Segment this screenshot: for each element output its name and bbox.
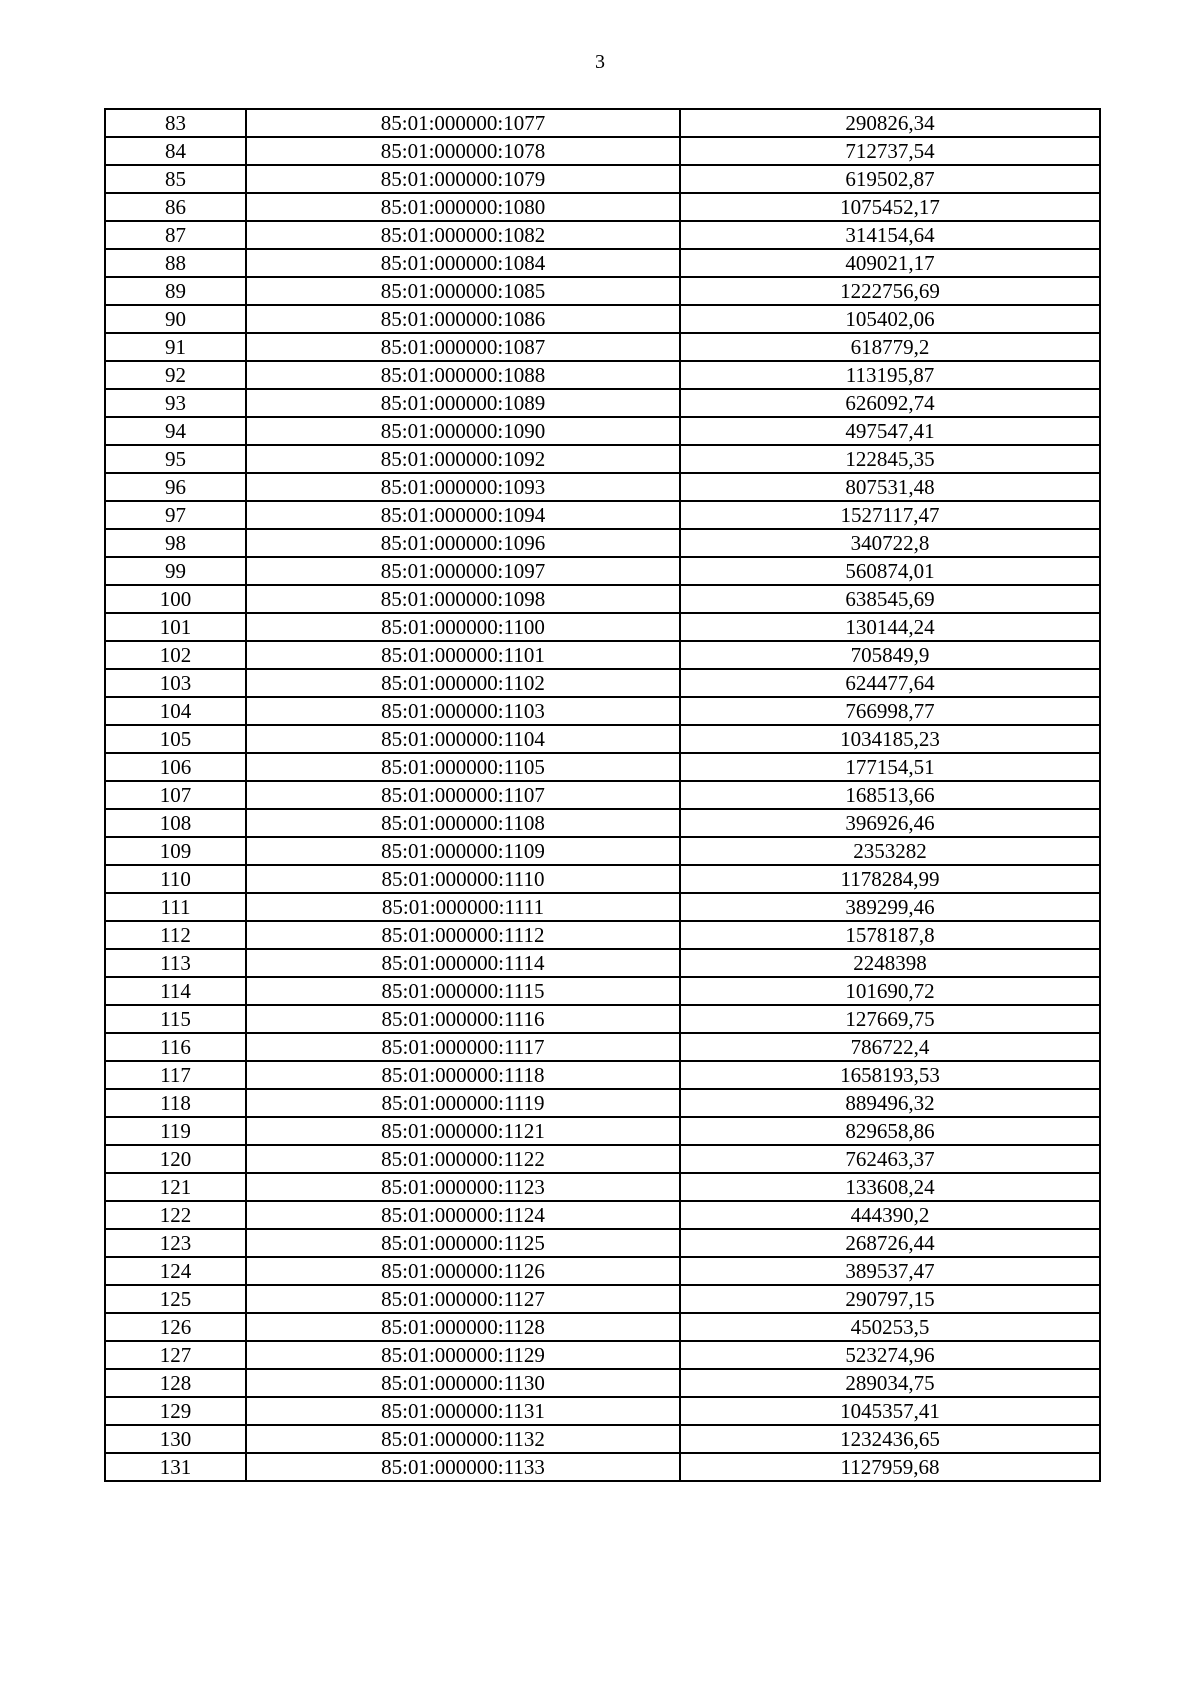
cadastral-value-cell: 268726,44 xyxy=(680,1229,1100,1257)
cadastral-number-cell: 85:01:000000:1090 xyxy=(246,417,680,445)
table-row xyxy=(105,641,1100,669)
table-row xyxy=(105,1313,1100,1341)
row-number-cell: 101 xyxy=(105,613,246,641)
row-number-cell: 129 xyxy=(105,1397,246,1425)
cadastral-number-cell: 85:01:000000:1110 xyxy=(246,865,680,893)
cadastral-value-cell: 444390,2 xyxy=(680,1201,1100,1229)
cadastral-number-cell: 85:01:000000:1111 xyxy=(246,893,680,921)
cadastral-number-cell: 85:01:000000:1121 xyxy=(246,1117,680,1145)
cadastral-value-cell: 130144,24 xyxy=(680,613,1100,641)
table-row xyxy=(105,445,1100,473)
row-number-cell: 126 xyxy=(105,1313,246,1341)
cadastral-value-cell: 1045357,41 xyxy=(680,1397,1100,1425)
cadastral-number-cell: 85:01:000000:1088 xyxy=(246,361,680,389)
cadastral-value-cell: 523274,96 xyxy=(680,1341,1100,1369)
table-row xyxy=(105,473,1100,501)
cadastral-number-cell: 85:01:000000:1130 xyxy=(246,1369,680,1397)
row-number-cell: 93 xyxy=(105,389,246,417)
cadastral-number-cell: 85:01:000000:1119 xyxy=(246,1089,680,1117)
cadastral-value-cell: 1578187,8 xyxy=(680,921,1100,949)
cadastral-number-cell: 85:01:000000:1132 xyxy=(246,1425,680,1453)
cadastral-value-cell: 105402,06 xyxy=(680,305,1100,333)
table-row xyxy=(105,949,1100,977)
row-number-cell: 106 xyxy=(105,753,246,781)
cadastral-value-cell: 705849,9 xyxy=(680,641,1100,669)
row-number-cell: 118 xyxy=(105,1089,246,1117)
table-row xyxy=(105,893,1100,921)
row-number-cell: 90 xyxy=(105,305,246,333)
row-number-cell: 88 xyxy=(105,249,246,277)
table-row xyxy=(105,1257,1100,1285)
cadastral-number-cell: 85:01:000000:1096 xyxy=(246,529,680,557)
cadastral-value-cell: 638545,69 xyxy=(680,585,1100,613)
cadastral-value-cell: 2353282 xyxy=(680,837,1100,865)
row-number-cell: 89 xyxy=(105,277,246,305)
table-row xyxy=(105,557,1100,585)
page-number: 3 xyxy=(595,51,605,73)
table-row xyxy=(105,1453,1100,1481)
cadastral-value-cell: 389537,47 xyxy=(680,1257,1100,1285)
table-row xyxy=(105,1341,1100,1369)
cadastral-number-cell: 85:01:000000:1117 xyxy=(246,1033,680,1061)
cadastral-value-cell: 624477,64 xyxy=(680,669,1100,697)
cadastral-value-cell: 340722,8 xyxy=(680,529,1100,557)
cadastral-value-cell: 133608,24 xyxy=(680,1173,1100,1201)
cadastral-number-cell: 85:01:000000:1123 xyxy=(246,1173,680,1201)
cadastral-value-cell: 497547,41 xyxy=(680,417,1100,445)
row-number-cell: 120 xyxy=(105,1145,246,1173)
cadastral-number-cell: 85:01:000000:1127 xyxy=(246,1285,680,1313)
cadastral-number-cell: 85:01:000000:1124 xyxy=(246,1201,680,1229)
table-row xyxy=(105,1033,1100,1061)
cadastral-number-cell: 85:01:000000:1098 xyxy=(246,585,680,613)
row-number-cell: 130 xyxy=(105,1425,246,1453)
row-number-cell: 119 xyxy=(105,1117,246,1145)
table-row xyxy=(105,417,1100,445)
table-row xyxy=(105,221,1100,249)
row-number-cell: 115 xyxy=(105,1005,246,1033)
cadastral-number-cell: 85:01:000000:1089 xyxy=(246,389,680,417)
cadastral-value-cell: 289034,75 xyxy=(680,1369,1100,1397)
cadastral-value-cell: 712737,54 xyxy=(680,137,1100,165)
row-number-cell: 105 xyxy=(105,725,246,753)
table-row xyxy=(105,389,1100,417)
row-number-cell: 96 xyxy=(105,473,246,501)
table-row xyxy=(105,1285,1100,1313)
cadastral-number-cell: 85:01:000000:1126 xyxy=(246,1257,680,1285)
cadastral-number-cell: 85:01:000000:1086 xyxy=(246,305,680,333)
row-number-cell: 108 xyxy=(105,809,246,837)
row-number-cell: 95 xyxy=(105,445,246,473)
row-number-cell: 98 xyxy=(105,529,246,557)
cadastral-number-cell: 85:01:000000:1092 xyxy=(246,445,680,473)
cadastral-number-cell: 85:01:000000:1104 xyxy=(246,725,680,753)
row-number-cell: 114 xyxy=(105,977,246,1005)
row-number-cell: 127 xyxy=(105,1341,246,1369)
cadastral-number-cell: 85:01:000000:1085 xyxy=(246,277,680,305)
cadastral-value-cell: 766998,77 xyxy=(680,697,1100,725)
cadastral-number-cell: 85:01:000000:1082 xyxy=(246,221,680,249)
table-row xyxy=(105,977,1100,1005)
cadastral-value-cell: 1222756,69 xyxy=(680,277,1100,305)
cadastral-value-cell: 101690,72 xyxy=(680,977,1100,1005)
table-row xyxy=(105,165,1100,193)
cadastral-number-cell: 85:01:000000:1128 xyxy=(246,1313,680,1341)
row-number-cell: 128 xyxy=(105,1369,246,1397)
table-row xyxy=(105,1201,1100,1229)
table-row xyxy=(105,1117,1100,1145)
cadastral-number-cell: 85:01:000000:1093 xyxy=(246,473,680,501)
cadastral-value-cell: 618779,2 xyxy=(680,333,1100,361)
cadastral-number-cell: 85:01:000000:1078 xyxy=(246,137,680,165)
table-row xyxy=(105,1369,1100,1397)
table-row xyxy=(105,809,1100,837)
row-number-cell: 91 xyxy=(105,333,246,361)
row-number-cell: 125 xyxy=(105,1285,246,1313)
table-row xyxy=(105,1397,1100,1425)
table-row xyxy=(105,921,1100,949)
cadastral-number-cell: 85:01:000000:1131 xyxy=(246,1397,680,1425)
row-number-cell: 87 xyxy=(105,221,246,249)
cadastral-number-cell: 85:01:000000:1097 xyxy=(246,557,680,585)
row-number-cell: 86 xyxy=(105,193,246,221)
cadastral-value-cell: 2248398 xyxy=(680,949,1100,977)
cadastral-value-cell: 807531,48 xyxy=(680,473,1100,501)
table-row xyxy=(105,1173,1100,1201)
row-number-cell: 110 xyxy=(105,865,246,893)
cadastral-number-cell: 85:01:000000:1079 xyxy=(246,165,680,193)
cadastral-value-cell: 560874,01 xyxy=(680,557,1100,585)
cadastral-number-cell: 85:01:000000:1100 xyxy=(246,613,680,641)
table-row xyxy=(105,1425,1100,1453)
cadastral-number-cell: 85:01:000000:1087 xyxy=(246,333,680,361)
table-body xyxy=(105,109,1100,1481)
cadastral-value-cell: 889496,32 xyxy=(680,1089,1100,1117)
table-row xyxy=(105,697,1100,725)
table-row xyxy=(105,1061,1100,1089)
cadastral-number-cell: 85:01:000000:1109 xyxy=(246,837,680,865)
cadastral-number-cell: 85:01:000000:1125 xyxy=(246,1229,680,1257)
cadastral-number-cell: 85:01:000000:1080 xyxy=(246,193,680,221)
row-number-cell: 85 xyxy=(105,165,246,193)
cadastral-number-cell: 85:01:000000:1084 xyxy=(246,249,680,277)
row-number-cell: 102 xyxy=(105,641,246,669)
table-row xyxy=(105,109,1100,137)
table-row xyxy=(105,753,1100,781)
table-row xyxy=(105,529,1100,557)
table-row xyxy=(105,725,1100,753)
cadastral-value-cell: 168513,66 xyxy=(680,781,1100,809)
row-number-cell: 97 xyxy=(105,501,246,529)
cadastral-number-cell: 85:01:000000:1118 xyxy=(246,1061,680,1089)
cadastral-value-cell: 113195,87 xyxy=(680,361,1100,389)
cadastral-value-cell: 1034185,23 xyxy=(680,725,1100,753)
cadastral-value-cell: 786722,4 xyxy=(680,1033,1100,1061)
cadastral-number-cell: 85:01:000000:1103 xyxy=(246,697,680,725)
cadastral-value-cell: 626092,74 xyxy=(680,389,1100,417)
cadastral-value-cell: 619502,87 xyxy=(680,165,1100,193)
table-row xyxy=(105,361,1100,389)
cadastral-value-cell: 762463,37 xyxy=(680,1145,1100,1173)
cadastral-value-cell: 1232436,65 xyxy=(680,1425,1100,1453)
table-row xyxy=(105,137,1100,165)
cadastral-value-table xyxy=(104,108,1101,1482)
row-number-cell: 121 xyxy=(105,1173,246,1201)
cadastral-value-cell: 450253,5 xyxy=(680,1313,1100,1341)
row-number-cell: 117 xyxy=(105,1061,246,1089)
row-number-cell: 109 xyxy=(105,837,246,865)
cadastral-number-cell: 85:01:000000:1115 xyxy=(246,977,680,1005)
table-row xyxy=(105,669,1100,697)
table-row xyxy=(105,501,1100,529)
table-row xyxy=(105,305,1100,333)
row-number-cell: 92 xyxy=(105,361,246,389)
cadastral-number-cell: 85:01:000000:1133 xyxy=(246,1453,680,1481)
cadastral-number-cell: 85:01:000000:1108 xyxy=(246,809,680,837)
row-number-cell: 122 xyxy=(105,1201,246,1229)
table-row xyxy=(105,1145,1100,1173)
cadastral-value-cell: 1075452,17 xyxy=(680,193,1100,221)
cadastral-value-cell: 127669,75 xyxy=(680,1005,1100,1033)
table-row xyxy=(105,1229,1100,1257)
cadastral-value-cell: 389299,46 xyxy=(680,893,1100,921)
cadastral-value-cell: 290797,15 xyxy=(680,1285,1100,1313)
cadastral-number-cell: 85:01:000000:1101 xyxy=(246,641,680,669)
row-number-cell: 103 xyxy=(105,669,246,697)
cadastral-value-cell: 122845,35 xyxy=(680,445,1100,473)
cadastral-value-cell: 1658193,53 xyxy=(680,1061,1100,1089)
table-row xyxy=(105,781,1100,809)
cadastral-value-cell: 829658,86 xyxy=(680,1117,1100,1145)
table-row xyxy=(105,585,1100,613)
cadastral-value-cell: 290826,34 xyxy=(680,109,1100,137)
cadastral-number-cell: 85:01:000000:1122 xyxy=(246,1145,680,1173)
table-row xyxy=(105,1005,1100,1033)
table-row xyxy=(105,193,1100,221)
cadastral-number-cell: 85:01:000000:1102 xyxy=(246,669,680,697)
cadastral-number-cell: 85:01:000000:1116 xyxy=(246,1005,680,1033)
table-row xyxy=(105,613,1100,641)
cadastral-value-cell: 177154,51 xyxy=(680,753,1100,781)
row-number-cell: 94 xyxy=(105,417,246,445)
row-number-cell: 113 xyxy=(105,949,246,977)
row-number-cell: 99 xyxy=(105,557,246,585)
row-number-cell: 84 xyxy=(105,137,246,165)
cadastral-number-cell: 85:01:000000:1105 xyxy=(246,753,680,781)
row-number-cell: 116 xyxy=(105,1033,246,1061)
table-row xyxy=(105,333,1100,361)
row-number-cell: 100 xyxy=(105,585,246,613)
row-number-cell: 123 xyxy=(105,1229,246,1257)
row-number-cell: 107 xyxy=(105,781,246,809)
table-row xyxy=(105,1089,1100,1117)
cadastral-number-cell: 85:01:000000:1112 xyxy=(246,921,680,949)
row-number-cell: 111 xyxy=(105,893,246,921)
cadastral-number-cell: 85:01:000000:1129 xyxy=(246,1341,680,1369)
row-number-cell: 112 xyxy=(105,921,246,949)
cadastral-value-cell: 409021,17 xyxy=(680,249,1100,277)
cadastral-value-cell: 1127959,68 xyxy=(680,1453,1100,1481)
row-number-cell: 104 xyxy=(105,697,246,725)
cadastral-value-cell: 396926,46 xyxy=(680,809,1100,837)
row-number-cell: 131 xyxy=(105,1453,246,1481)
cadastral-number-cell: 85:01:000000:1077 xyxy=(246,109,680,137)
cadastral-number-cell: 85:01:000000:1094 xyxy=(246,501,680,529)
table-row xyxy=(105,249,1100,277)
cadastral-value-cell: 1178284,99 xyxy=(680,865,1100,893)
row-number-cell: 124 xyxy=(105,1257,246,1285)
table-row xyxy=(105,865,1100,893)
cadastral-number-cell: 85:01:000000:1114 xyxy=(246,949,680,977)
row-number-cell: 83 xyxy=(105,109,246,137)
table-row xyxy=(105,277,1100,305)
cadastral-value-cell: 314154,64 xyxy=(680,221,1100,249)
cadastral-value-cell: 1527117,47 xyxy=(680,501,1100,529)
cadastral-number-cell: 85:01:000000:1107 xyxy=(246,781,680,809)
table-row xyxy=(105,837,1100,865)
